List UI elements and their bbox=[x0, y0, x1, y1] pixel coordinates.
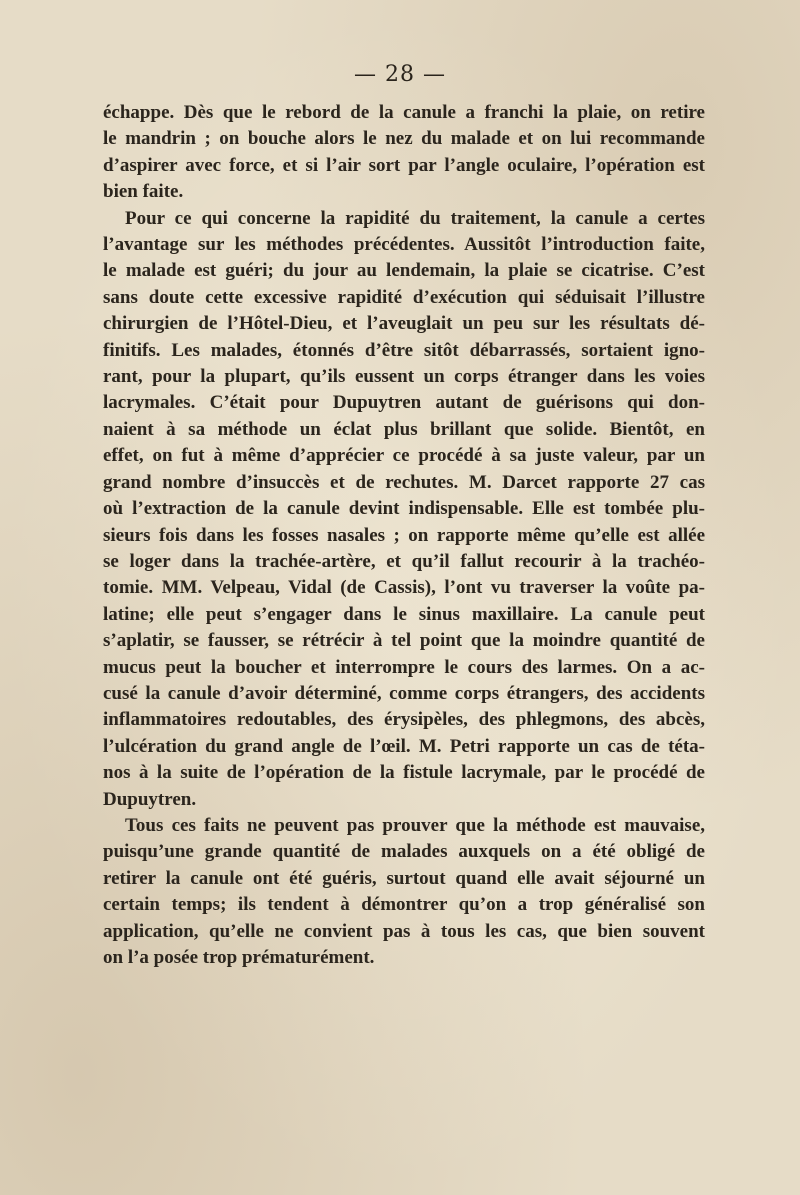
text-line: sieurs fois dans les fosses nasales ; on rapporte même qu’elle est allée bbox=[103, 524, 705, 546]
text-line: tomie. MM. Velpeau, Vidal (de Cassis), l’ont vu traverser la voûte pa- bbox=[103, 577, 705, 599]
text-line: s’aplatir, se fausser, se rétrécir à tel point que la moindre quantité de bbox=[103, 630, 705, 652]
text-line: bien faite. bbox=[103, 181, 184, 203]
paragraph-1 bbox=[103, 100, 705, 206]
text-line: d’aspirer avec force, et si l’air sort par l’angle oculaire, l’opération est bbox=[103, 154, 705, 176]
text-line: certain temps; ils tendent à démontrer qu’on a trop généralisé son bbox=[103, 894, 705, 916]
text-line: échappe. Dès que le rebord de la canule a franchi la plaie, on retire bbox=[103, 102, 705, 123]
page-number: — 28 — bbox=[354, 62, 446, 87]
text-line: le malade est guéri; du jour au lendemain, la plaie se cicatrise. C’est bbox=[103, 260, 705, 282]
text-line: effet, on fut à même d’apprécier ce procédé à sa juste valeur, par un bbox=[103, 445, 705, 467]
paragraph-2 bbox=[103, 206, 705, 813]
text-line: puisqu’une grande quantité de malades auxquels on a été obligé de bbox=[103, 841, 705, 863]
paragraph-3 bbox=[103, 813, 705, 971]
text-line: finitifs. Les malades, étonnés d’être sitôt débarrassés, sortaient igno- bbox=[103, 339, 705, 361]
body-text bbox=[103, 100, 705, 971]
text-line: retirer la canule ont été guéris, surtout quand elle avait séjourné un bbox=[103, 867, 705, 889]
text-line: naient à sa méthode un éclat plus brillant que solide. Bientôt, en bbox=[103, 418, 705, 440]
text-line: application, qu’elle ne convient pas à tous les cas, que bien souvent bbox=[103, 920, 705, 942]
text-line: le mandrin ; on bouche alors le nez du malade et on lui recommande bbox=[103, 128, 705, 150]
text-line: on l’a posée trop prématurément. bbox=[103, 947, 375, 968]
text-line: se loger dans la trachée-artère, et qu’il fallut recourir à la trachéo- bbox=[103, 550, 705, 572]
text-line: latine; elle peut s’engager dans le sinus maxillaire. La canule peut bbox=[103, 603, 705, 625]
text-line: Pour ce qui concerne la rapidité du traitement, la canule a certes bbox=[125, 207, 705, 229]
text-line: où l’extraction de la canule devint indispensable. Elle est tombée plu- bbox=[103, 498, 705, 520]
text-line: nos à la suite de l’opération de la fistule lacrymale, par le procédé de bbox=[103, 762, 705, 784]
text-line: Tous ces faits ne peuvent pas prouver que la méthode est mauvaise, bbox=[125, 814, 705, 836]
text-line: cusé la canule d’avoir déterminé, comme corps étrangers, des accidents bbox=[103, 682, 705, 704]
text-line: chirurgien de l’Hôtel-Dieu, et l’aveuglait un peu sur les résultats dé- bbox=[103, 313, 705, 335]
text-line: l’avantage sur les méthodes précédentes. Aussitôt l’introduction faite, bbox=[103, 234, 705, 256]
text-line: inflammatoires redoutables, des érysipèles, des phlegmons, des abcès, bbox=[103, 709, 705, 731]
text-line: rant, pour la plupart, qu’ils eussent un corps étranger dans les voies bbox=[103, 366, 705, 388]
text-line: grand nombre d’insuccès et de rechutes. M. Darcet rapporte 27 cas bbox=[103, 471, 705, 493]
text-line: l’ulcération du grand angle de l’œil. M. Petri rapporte un cas de téta- bbox=[103, 735, 705, 757]
text-line: mucus peut la boucher et interrompre le cours des larmes. On a ac- bbox=[103, 656, 705, 678]
text-line: lacrymales. C’était pour Dupuytren autant de guérisons qui don- bbox=[103, 392, 705, 414]
text-line: Dupuytren. bbox=[103, 788, 197, 810]
text-line: sans doute cette excessive rapidité d’exécution qui séduisait l’illustre bbox=[103, 286, 705, 308]
